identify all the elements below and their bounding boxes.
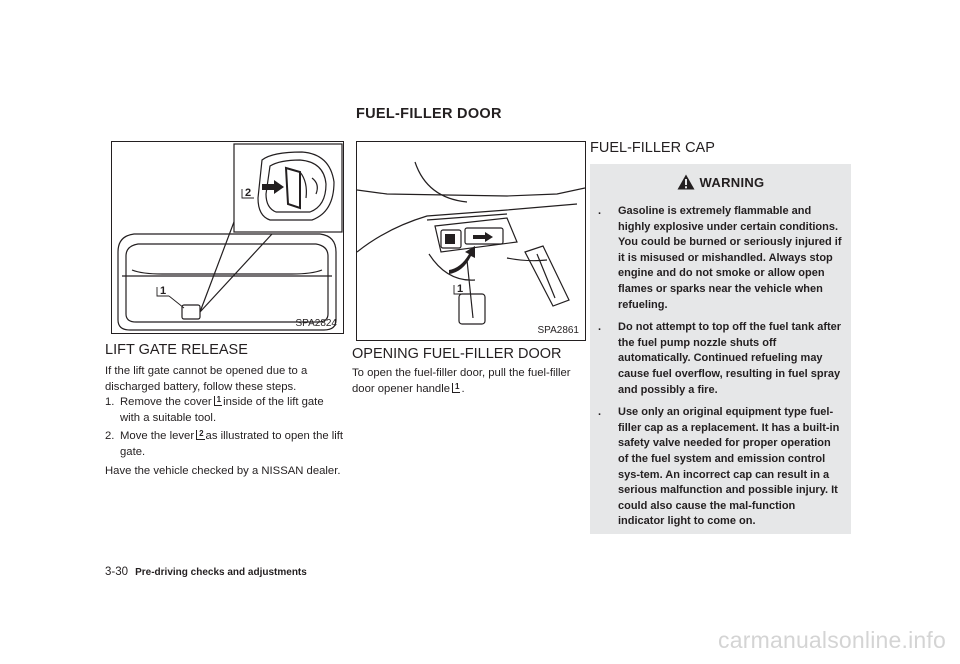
figure-code: SPA2824 xyxy=(295,318,337,329)
warning-item xyxy=(598,405,844,530)
opening-text-end: . xyxy=(461,382,465,395)
warning-box xyxy=(590,164,851,534)
warning-text: Do not attempt to top off the fuel tank after the fuel pump nozzle shuts off automatically. Continued refueling may cause fuel overflow, resulting in fuel spray and possibly a fire. xyxy=(618,321,842,396)
bullet: . xyxy=(598,406,602,419)
step-1 xyxy=(105,395,345,426)
warning-list xyxy=(598,204,844,537)
lift-gate-intro: If the lift gate cannot be opened due to a discharged battery, follow these steps. xyxy=(105,365,308,393)
step-text: Move the lever xyxy=(120,430,195,443)
warning-item xyxy=(598,320,844,398)
fuel-door-illustration xyxy=(356,141,586,341)
dealer-note: Have the vehicle checked by a NISSAN dealer. xyxy=(105,464,341,477)
callout-2: 2 xyxy=(196,430,204,440)
lift-gate-body xyxy=(105,364,345,479)
opening-text: To open the fuel-filler door, pull the fuel-filler door opener handle xyxy=(352,367,571,395)
warning-triangle-icon xyxy=(677,174,695,190)
step-text: as illustrated to open the lift gate. xyxy=(120,430,344,458)
bullet: . xyxy=(598,205,602,217)
warning-header xyxy=(590,174,851,190)
watermark: carmanualsonline.info xyxy=(718,627,946,653)
callout-1: 1 xyxy=(214,396,222,406)
lift-gate-heading: LIFT GATE RELEASE xyxy=(105,342,248,358)
step-2 xyxy=(105,429,345,460)
opening-heading: OPENING FUEL-FILLER DOOR xyxy=(352,346,562,362)
warning-text: Use only an original equipment type fuel-filler cap as a replacement. It has a built-in safety valve needed for proper operation of the fuel system and emission control sys-tem. An incorrect cap can result in a serious malfunction and possible injury. It could also cause the mal-function indicator light to come on. xyxy=(618,406,840,528)
lift-gate-illustration xyxy=(111,141,344,334)
lift-gate-drawing xyxy=(112,142,343,333)
warning-title: WARNING xyxy=(699,175,765,190)
chapter-title: Pre-driving checks and adjustments xyxy=(135,567,307,578)
step-number: 1. xyxy=(105,396,115,409)
step-text: inside of the lift gate with a suitable tool. xyxy=(120,396,324,424)
step-text: Remove the cover xyxy=(120,396,212,409)
page-footer xyxy=(105,566,307,578)
fuel-door-drawing xyxy=(357,142,585,340)
warning-item xyxy=(598,204,844,313)
callout-1: 1 xyxy=(452,383,460,393)
cap-heading: FUEL-FILLER CAP xyxy=(590,140,715,156)
callout-1-label: 1 xyxy=(160,285,167,297)
opening-body xyxy=(352,366,590,397)
callout-1-label: 1 xyxy=(457,283,464,295)
section-title: FUEL-FILLER DOOR xyxy=(356,106,502,122)
bullet: . xyxy=(598,321,602,334)
callout-2-label: 2 xyxy=(245,187,252,199)
warning-text: Gasoline is extremely flammable and highly explosive under certain conditions. You could be burned or seriously injured if it is misused or mishandled. Always stop engine and do not smoke or allow open flames or sparks near the vehicle when refueling. xyxy=(618,205,842,311)
page-number: 3-30 xyxy=(105,566,129,578)
step-number: 2. xyxy=(105,430,115,443)
figure-code: SPA2861 xyxy=(537,325,579,336)
